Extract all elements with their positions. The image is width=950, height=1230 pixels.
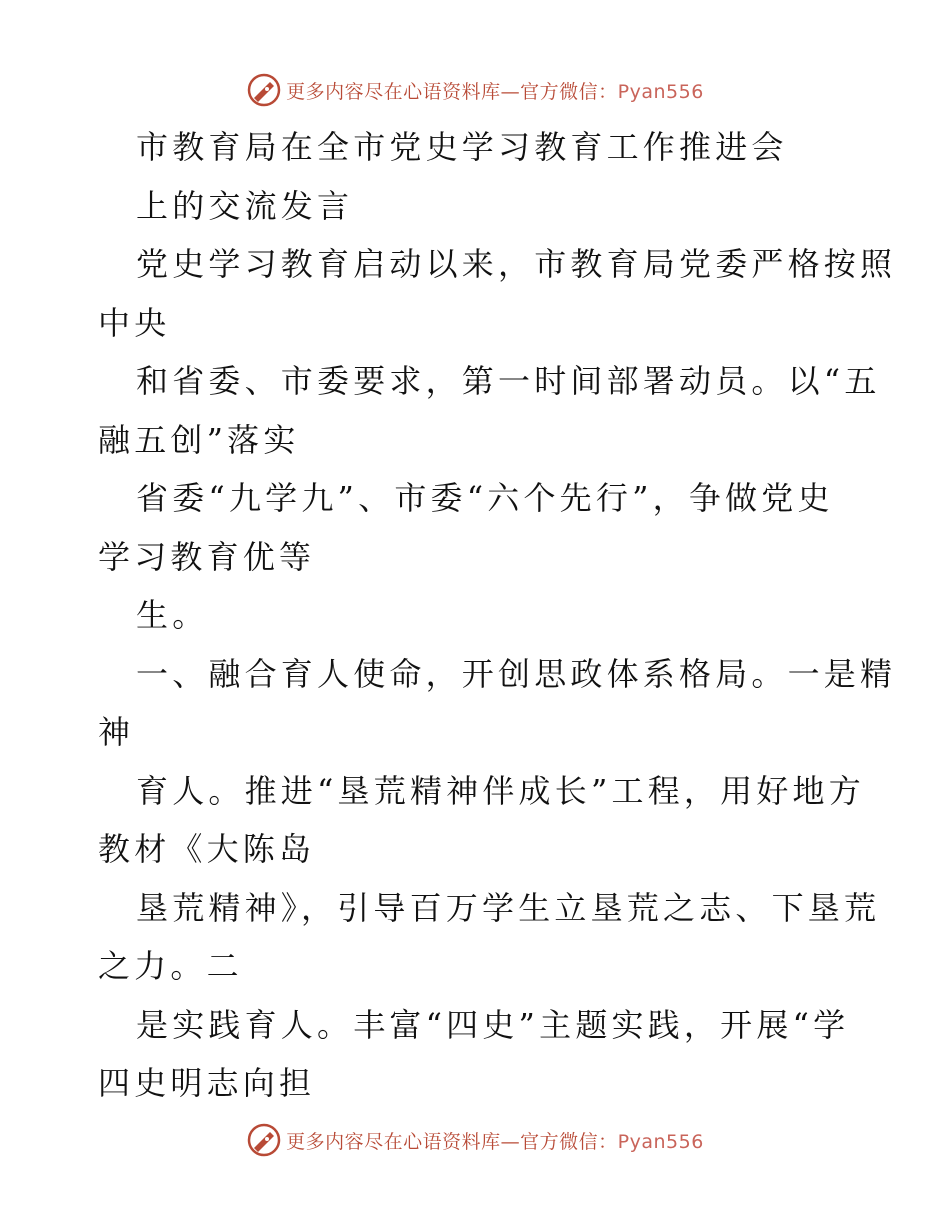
document-text-line: 教材《大陈岛	[98, 830, 316, 868]
document-text-line: 四史明志向担	[98, 1064, 316, 1102]
document-text-line: 省委“九学九”、市委“六个先行”，争做党史	[136, 479, 834, 517]
footer-site-text: 更多内容尽在心语资料库—官方微信：	[286, 1130, 618, 1153]
footer-wechat-id: Pyan556	[617, 1130, 704, 1153]
red-pen-nib-logo-icon	[246, 72, 282, 108]
document-text-line: 一、融合育人使命，开创思政体系格局。一是精	[136, 654, 897, 693]
document-text-line: 市教育局在全市党史学习教育工作推进会	[136, 128, 788, 166]
document-text-line: 育人。推进“垦荒精神伴成长”工程，用好地方	[136, 771, 865, 810]
document-text-line: 学习教育优等	[98, 537, 316, 576]
document-text-line: 垦荒精神》，引导百万学生立垦荒之志、下垦荒	[136, 888, 881, 927]
footer-watermark-text	[286, 1127, 704, 1154]
header-wechat-id: Pyan556	[617, 80, 704, 103]
document-text-line: 和省委、市委要求，第一时间部署动员。以“五	[136, 362, 881, 400]
document-text-line: 是实践育人。丰富“四史”主题实践，开展“学	[136, 1005, 850, 1044]
document-text-line: 生。	[136, 596, 209, 634]
red-pen-nib-logo-icon	[246, 1122, 282, 1158]
page-header-watermark	[0, 70, 950, 110]
document-text-line: 上的交流发言	[136, 186, 354, 225]
document-text-line: 党史学习教育启动以来，市教育局党委严格按照	[136, 245, 897, 283]
document-text-line: 融五创”落实	[98, 420, 300, 459]
document-body	[98, 118, 897, 1113]
page-footer-watermark	[0, 1120, 950, 1160]
document-text-line: 之力。二	[98, 947, 243, 985]
document-text-line: 神	[98, 713, 135, 751]
header-watermark-text	[286, 77, 704, 104]
header-site-text: 更多内容尽在心语资料库—官方微信：	[286, 80, 618, 103]
document-text-line: 中央	[98, 303, 171, 342]
